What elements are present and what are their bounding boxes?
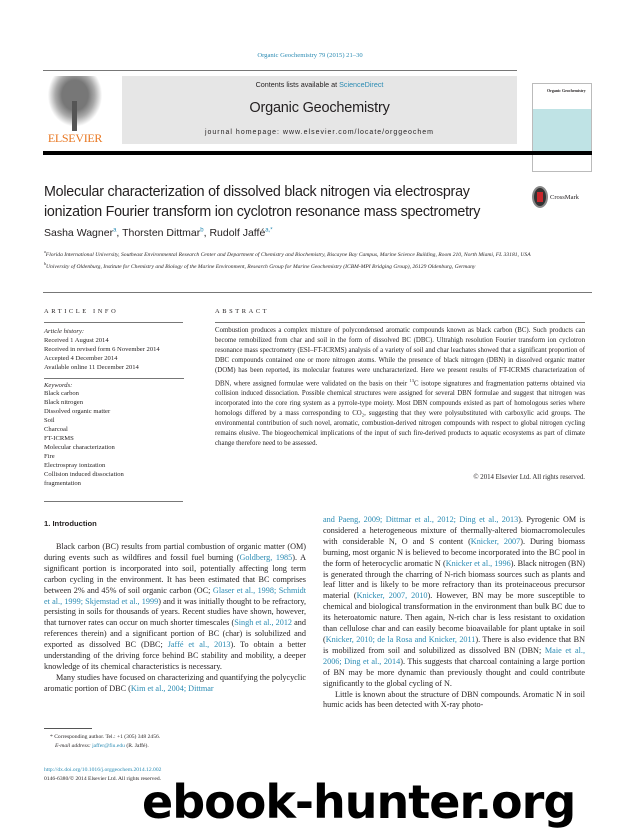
keyword-item: Molecular characterization xyxy=(44,443,115,451)
keyword-item: FT-ICRMS xyxy=(44,434,74,442)
paragraph xyxy=(323,690,585,712)
divider xyxy=(44,501,183,502)
author-list: Sasha Wagner$^a$, Thorsten Dittmar$^b$, Rudolf Jaffé$^{a,*}$ xyxy=(44,227,273,239)
affiliation xyxy=(44,248,589,260)
divider xyxy=(43,70,517,71)
affiliation-text: Florida International University, Southeast Environmental Research Center and Department of Chemistry and Biochemistry, Biscayne Bay Campus, Marine Science Building, Room 210, North Miami, FL 33181, USA xyxy=(45,251,531,258)
cover-title: Organic Geochemistry xyxy=(547,88,586,93)
logo-wordmark: ELSEVIER xyxy=(47,131,103,145)
affiliation-mark: a xyxy=(44,249,46,254)
keyword-item: Charcoal xyxy=(44,426,68,434)
history-item: Received in revised form 6 November 2014 xyxy=(44,345,160,353)
affiliation xyxy=(44,260,589,272)
footnote-text: Corresponding author. Tel.: +1 (305) 348 2456. xyxy=(54,734,161,740)
email-label: E-mail address: xyxy=(55,743,93,749)
history-item: Received 1 August 2014 xyxy=(44,336,109,344)
crossmark-icon xyxy=(532,186,548,208)
journal-header xyxy=(122,76,517,144)
keywords-list xyxy=(44,390,184,488)
citation-link[interactable]: Knicker, 2010; de la Rosa and Knicker, 2011 xyxy=(325,634,476,644)
body-text: ). There is also evidence that BN is mobilized from soil and solubilized as dissolved BN (DBN; xyxy=(323,634,586,655)
body-text: Black carbon (BC) results from partial combustion of organic matter (OM) during events such as wildfires and fossil fuel burning ( xyxy=(44,542,306,562)
body-text: Little is known about the structure of DBN compounds. Aromatic N in soil humic acids has been detected with X-ray photo- xyxy=(323,689,585,710)
header-divider xyxy=(43,151,592,155)
article-info-heading: ARTICLE INFO xyxy=(44,308,119,315)
citation-link[interactable]: Kim et al., 2004; Dittmar xyxy=(130,683,214,693)
contents-prefix: Contents lists available at xyxy=(255,80,340,89)
abstract-copyright: © 2014 Elsevier Ltd. All rights reserved. xyxy=(473,474,585,481)
keyword-item: fragmentation xyxy=(44,479,81,487)
keyword-item: Dissolved organic matter xyxy=(44,408,111,416)
right-column xyxy=(323,515,585,711)
issn-line: 0146-6380/© 2014 Elsevier Ltd. All rights reserved. xyxy=(44,776,162,782)
crossmark-label: CrossMark xyxy=(550,193,579,201)
paragraph xyxy=(44,542,306,673)
citation-link[interactable]: Singh et al., 2012 xyxy=(234,618,293,628)
journal-homepage[interactable]: journal homepage: www.elsevier.com/locate/orggeochem xyxy=(204,129,435,136)
footnote xyxy=(50,733,160,751)
footnote-marker: * xyxy=(50,734,53,740)
body-text: ). During biomass burning, most organic N is believed to become incorporated into the BC pool in the form of heterocyclic aromatic N ( xyxy=(323,536,585,568)
footnote-divider xyxy=(44,728,92,729)
body-text: ). Pyrogenic OM is considered a heterogeneous mixture of thermally-altered biomacromolecules with considerable N, O and S content ( xyxy=(323,515,586,546)
keyword-item: Black carbon xyxy=(44,390,79,398)
paragraph xyxy=(323,515,585,690)
paragraph xyxy=(44,673,306,695)
divider xyxy=(44,378,184,379)
contents-line xyxy=(122,80,517,89)
abstract-part: C isotope signatures and fragmentation patterns obtained via collision induced dissociation. Possible chemical structures were assigned for several DBN formulae and suggest that nitrogen was incorporated into the core ring system as a pyrrole-type moiety. Most DBN compounds existed as part of homologous series where homologs differed by a mass corresponding to CO₂, suggesting that they were polysubstituted with carboxylic acid groups. The environmental contribution of such novel, aromatic, combustion-derived nitrogen compounds with respect to global nitrogen cycling remains elusive. The biogeochemical implications of the input of such fire-derived products to aquatic ecosystems as part of climate change therefore need to be assessed. xyxy=(215,380,585,448)
citation-link[interactable]: Knicker, 2007, 2010 xyxy=(356,591,428,601)
divider xyxy=(44,322,183,323)
citation-link[interactable]: Maie et al., 2006; Ding et al., 2014 xyxy=(323,645,585,666)
body-text: ). However, BN may be more susceptible to chemical and biological transformation in the environment than bulk BC due to its heteroatomic nature. Then again, N-rich char is less resistant to oxidation than cellulose char and can easily become bioavailable for plant uptake in soil ( xyxy=(323,591,585,644)
citation-link[interactable]: Knicker et al., 1996 xyxy=(445,558,511,568)
keywords-label: Keywords: xyxy=(44,381,73,389)
section-heading-introduction: 1. Introduction xyxy=(44,519,97,528)
citation-link[interactable]: Knicker, 2007 xyxy=(470,536,521,546)
citation-link[interactable]: Goldberg, 1985 xyxy=(239,552,293,562)
body-text: ). A significant portion is incorporated into soil, potentially affecting long term carbon cycling in the environment. It has been estimated that BC comprises between 2% and 45% of soil organic carbon (OC; xyxy=(44,552,306,595)
citation-link[interactable]: Jaffé et al., 2013 xyxy=(167,640,231,650)
body-text: Many studies have focused on characterizing and quantifying the polycyclic aromatic portion of DBC ( xyxy=(44,672,306,693)
history-item: Available online 11 December 2014 xyxy=(44,363,139,371)
journal-name: Organic Geochemistry xyxy=(249,100,390,116)
article-info xyxy=(44,328,184,488)
body-text: ). To obtain a better understanding of the driving force behind BC stability and mobility, a deeper knowledge of its chemical characteristics is necessary. xyxy=(44,640,307,671)
keyword-item: Black nitrogen xyxy=(44,399,84,407)
isotope-superscript: 13 xyxy=(409,378,415,383)
left-column xyxy=(44,542,306,695)
doi-link[interactable]: http://dx.doi.org/10.1016/j.orggeochem.2014.12.002 xyxy=(44,767,162,773)
history-item: Accepted 4 December 2014 xyxy=(44,354,118,362)
journal-reference[interactable] xyxy=(0,52,620,59)
abstract-part: Combustion produces a complex mixture of polycondensed aromatic compounds known as black carbon (BC). Such products can become remobilized from char and soil in the form of dissolved BC (DBC). Ultrahigh resolution Fourier transform ion cyclotron resonance mass spectrometry (ESI–FT-ICRMS) analysis of a variety of soil and char leachates showed that a significant proportion of DBC compounds contained one or more nitrogen atoms. While the presence of black nitrogen (DBN) in dissolved organic matter (DOM) has been reported, its molecular features were uncharacterized. Here we present results of FT-ICRMS characterization of DBN, where assigned formulae were validated on the basis on their xyxy=(215,327,585,388)
body-text: ). This suggests that charcoal containing a large portion of BN may be more dynamic than previously thought and could contribute significantly to the global cycling of N. xyxy=(323,656,586,688)
author-affiliation-mark[interactable]: a,* xyxy=(265,227,273,234)
body-text: and references therein) and a significant portion of BC (char) is solubilized and exported as dissolved BC (DBC; xyxy=(44,618,306,650)
affiliation-text: University of Oldenburg, Institute for Chemistry and Biology of the Marine Environment, Research Group for Marine Geochemistry (ICBM-MPI Bridging Group), 26129 Oldenburg, Germany xyxy=(46,263,476,270)
email-link[interactable]: jaffer@fiu.edu xyxy=(92,743,125,749)
affiliations xyxy=(44,248,589,271)
keyword-item: Fire xyxy=(44,452,55,460)
abstract-text xyxy=(215,326,585,449)
cover-band xyxy=(533,109,591,151)
affiliation-mark: b xyxy=(44,260,46,266)
citation-link[interactable]: Glaser et al., 1998; Schmidt et al., 1999; Skjemstad et al., 1999 xyxy=(44,585,306,606)
email-suffix: (R. Jaffé). xyxy=(124,743,149,749)
divider xyxy=(215,322,585,323)
author-name: Sasha Wagner xyxy=(44,227,114,239)
crossmark-button[interactable] xyxy=(532,186,579,208)
journal-reference-link[interactable]: Organic Geochemistry 79 (2015) 21–30 xyxy=(257,52,363,59)
sciencedirect-link[interactable]: ScienceDirect xyxy=(339,80,384,89)
keyword-item: Collision induced dissociation xyxy=(44,470,124,478)
author-name: Rudolf Jaffé xyxy=(209,227,266,239)
author-name: Thorsten Dittmar xyxy=(122,227,201,239)
journal-cover-thumbnail xyxy=(532,83,592,172)
watermark: ebook-hunter.org xyxy=(142,775,576,829)
divider xyxy=(43,292,592,293)
elsevier-logo xyxy=(42,76,108,146)
history-label: Article history: xyxy=(44,328,85,335)
author-affiliation-mark[interactable]: b xyxy=(200,227,204,234)
article-title: Molecular characterization of dissolved black nitrogen via electrospray ionization Fourier transform ion cyclotron resonance mass spectrometry xyxy=(44,184,481,220)
citation-link[interactable]: and Paeng, 2009; Dittmar et al., 2012; Ding et al., 2013 xyxy=(323,515,519,524)
keyword-item: Electrospray ionization xyxy=(44,461,106,469)
author-affiliation-mark[interactable]: a xyxy=(113,227,117,234)
body-text: ). Black nitrogen (BN) is generated through the charring of N-rich biomass sources such as plants and leaf litter and is likely to be more refractory than its proteinaceous precursor material ( xyxy=(323,558,586,601)
history-list xyxy=(44,337,184,373)
keyword-item: Soil xyxy=(44,417,55,425)
abstract-heading: ABSTRACT xyxy=(215,308,270,315)
body-text: ) and it was initially thought to be refractory, persisting in soils for thousands of years. Recent studies have shown, however, that turnover rates can occur on much shorter timescales ( xyxy=(44,596,307,628)
tree-trunk xyxy=(72,101,77,131)
